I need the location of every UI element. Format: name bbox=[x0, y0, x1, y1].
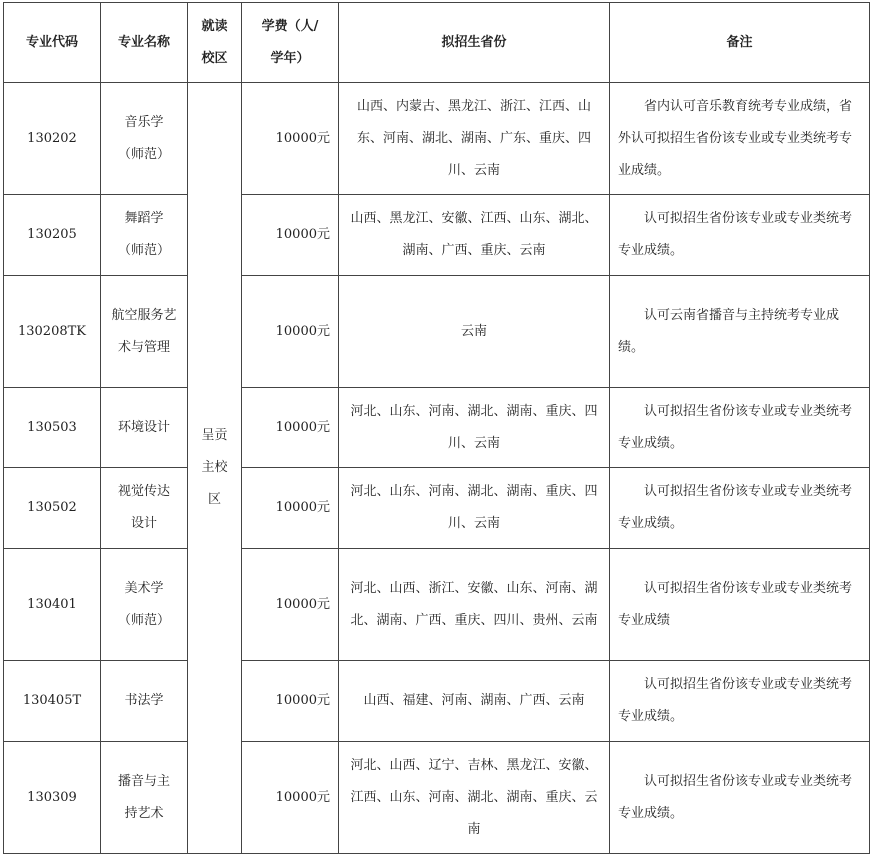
remarks: 认可拟招生省份该专业或专业类统考专业成绩。 bbox=[610, 661, 870, 742]
provinces: 河北、山西、辽宁、吉林、黑龙江、安徽、江西、山东、河南、湖北、湖南、重庆、云南 bbox=[339, 742, 610, 854]
major-name: 美术学（师范） bbox=[101, 549, 188, 661]
table-row bbox=[4, 661, 870, 742]
admission-table bbox=[3, 2, 870, 854]
tuition: 10000元 bbox=[242, 549, 339, 661]
major-name: 舞蹈学（师范） bbox=[101, 195, 188, 276]
remarks: 认可拟招生省份该专业或专业类统考专业成绩。 bbox=[610, 468, 870, 549]
tuition: 10000元 bbox=[242, 195, 339, 276]
major-code: 130405T bbox=[4, 661, 101, 742]
major-name: 音乐学（师范） bbox=[101, 83, 188, 195]
tuition: 10000元 bbox=[242, 742, 339, 854]
provinces: 云南 bbox=[339, 276, 610, 388]
major-code: 130202 bbox=[4, 83, 101, 195]
major-code: 130502 bbox=[4, 468, 101, 549]
table-row bbox=[4, 195, 870, 276]
major-code: 130205 bbox=[4, 195, 101, 276]
provinces: 河北、山东、河南、湖北、湖南、重庆、四川、云南 bbox=[339, 468, 610, 549]
major-name: 书法学 bbox=[101, 661, 188, 742]
header-provinces: 拟招生省份 bbox=[339, 3, 610, 83]
provinces: 河北、山东、河南、湖北、湖南、重庆、四川、云南 bbox=[339, 388, 610, 468]
major-name: 播音与主持艺术 bbox=[101, 742, 188, 854]
remarks: 认可云南省播音与主持统考专业成绩。 bbox=[610, 276, 870, 388]
header-code: 专业代码 bbox=[4, 3, 101, 83]
tuition: 10000元 bbox=[242, 661, 339, 742]
provinces: 山西、内蒙古、黑龙江、浙江、江西、山东、河南、湖北、湖南、广东、重庆、四川、云南 bbox=[339, 83, 610, 195]
table-row bbox=[4, 276, 870, 388]
remarks: 认可拟招生省份该专业或专业类统考专业成绩。 bbox=[610, 742, 870, 854]
major-name: 视觉传达设计 bbox=[101, 468, 188, 549]
tuition: 10000元 bbox=[242, 276, 339, 388]
major-code: 130208TK bbox=[4, 276, 101, 388]
remarks: 认可拟招生省份该专业或专业类统考专业成绩。 bbox=[610, 388, 870, 468]
remarks: 认可拟招生省份该专业或专业类统考专业成绩 bbox=[610, 549, 870, 661]
header-remarks: 备注 bbox=[610, 3, 870, 83]
remarks: 省内认可音乐教育统考专业成绩，省外认可拟招生省份该专业或专业类统考专业成绩。 bbox=[610, 83, 870, 195]
header-tuition: 学费（人/学年） bbox=[242, 3, 339, 83]
remarks: 认可拟招生省份该专业或专业类统考专业成绩。 bbox=[610, 195, 870, 276]
provinces: 河北、山西、浙江、安徽、山东、河南、湖北、湖南、广西、重庆、四川、贵州、云南 bbox=[339, 549, 610, 661]
major-code: 130401 bbox=[4, 549, 101, 661]
tuition: 10000元 bbox=[242, 468, 339, 549]
major-code: 130503 bbox=[4, 388, 101, 468]
header-name: 专业名称 bbox=[101, 3, 188, 83]
tuition: 10000元 bbox=[242, 388, 339, 468]
table-row bbox=[4, 742, 870, 854]
major-code: 130309 bbox=[4, 742, 101, 854]
major-name: 环境设计 bbox=[101, 388, 188, 468]
provinces: 山西、黑龙江、安徽、江西、山东、湖北、湖南、广西、重庆、云南 bbox=[339, 195, 610, 276]
header-row bbox=[4, 3, 870, 83]
campus-cell: 呈贡主校区 bbox=[188, 83, 242, 854]
table-row bbox=[4, 83, 870, 195]
table-row bbox=[4, 549, 870, 661]
table-row bbox=[4, 468, 870, 549]
table-row bbox=[4, 388, 870, 468]
provinces: 山西、福建、河南、湖南、广西、云南 bbox=[339, 661, 610, 742]
header-campus: 就读校区 bbox=[188, 3, 242, 83]
tuition: 10000元 bbox=[242, 83, 339, 195]
major-name: 航空服务艺术与管理 bbox=[101, 276, 188, 388]
